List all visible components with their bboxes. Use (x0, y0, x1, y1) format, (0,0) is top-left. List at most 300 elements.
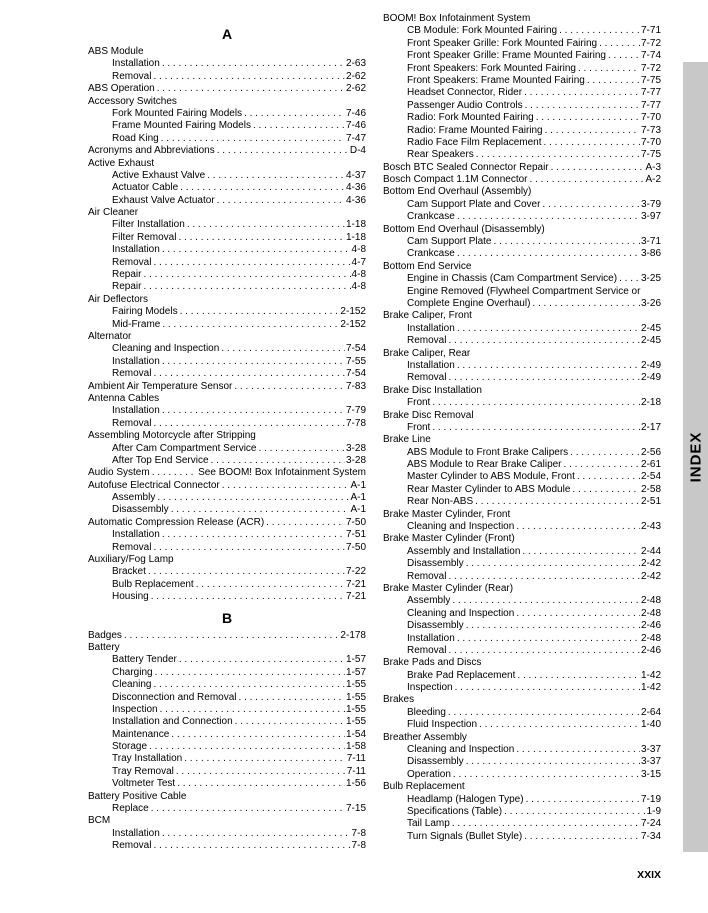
entry-page: 1-42 (640, 682, 661, 694)
index-entry (88, 257, 366, 269)
index-entry (383, 434, 661, 446)
entry-page: 2-44 (640, 545, 661, 557)
dot-leader (599, 38, 640, 50)
entry-page: A-1 (350, 479, 366, 491)
entry-page: 4-36 (345, 182, 366, 194)
entry-label: Radio Face Film Replacement (407, 136, 542, 148)
dot-leader (124, 630, 340, 642)
entry-page: 3-71 (640, 236, 661, 248)
dot-leader (525, 100, 640, 112)
index-entry (88, 716, 366, 728)
entry-page: 2-51 (640, 496, 661, 508)
dot-leader (160, 704, 345, 716)
dot-leader (162, 58, 345, 70)
dot-leader (217, 145, 349, 157)
entry-label: Bleeding (407, 706, 446, 718)
entry-page: 2-45 (640, 335, 661, 347)
index-entry (383, 385, 661, 397)
entry-page: 1-18 (345, 219, 366, 231)
index-entry (383, 533, 661, 545)
entry-label: Fluid Inspection (407, 719, 478, 731)
index-entry (383, 360, 661, 372)
index-tab-label: INDEX (687, 431, 704, 483)
entry-label: Removal (112, 256, 152, 268)
dot-leader (517, 670, 640, 682)
entry-label: Antenna Cables (88, 392, 160, 404)
entry-label: Disassembly (407, 756, 464, 768)
dot-leader (526, 794, 640, 806)
entry-page: 4-37 (345, 169, 366, 181)
dot-leader (536, 112, 640, 124)
dot-leader (234, 381, 345, 393)
index-entry (88, 667, 366, 679)
dot-leader (559, 25, 640, 37)
entry-page: 1-55 (345, 716, 366, 728)
entry-page: 7-78 (345, 417, 366, 429)
index-entry (383, 410, 661, 422)
dot-leader (457, 248, 640, 260)
index-entry (383, 174, 661, 186)
dot-leader (153, 542, 345, 554)
dot-leader (577, 471, 640, 483)
index-entry (383, 63, 661, 75)
entry-label: Installation (112, 827, 160, 839)
dot-leader (475, 496, 640, 508)
index-entry (383, 509, 661, 521)
entry-label: Brakes (383, 694, 415, 706)
entry-label: Accessory Switches (88, 95, 177, 107)
dot-leader (184, 753, 346, 765)
index-entry (383, 323, 661, 335)
entry-label: Brake Master Cylinder (Rear) (383, 582, 514, 594)
entry-label: Breather Assembly (383, 731, 467, 743)
entry-label: Brake Caliper, Front (383, 310, 472, 322)
entry-label: Complete Engine Overhaul) (407, 297, 531, 309)
index-column-left (88, 26, 366, 853)
index-entry (383, 794, 661, 806)
dot-leader (448, 571, 640, 583)
entry-page: 7-34 (640, 830, 661, 842)
index-entry (88, 504, 366, 516)
index-entry (88, 455, 366, 467)
entry-label: Battery Tender (112, 654, 177, 666)
page-number: XXIX (637, 869, 661, 881)
index-entry (383, 100, 661, 112)
entry-page: 7-75 (640, 149, 661, 161)
entry-label: Air Cleaner (88, 207, 139, 219)
index-entry (383, 87, 661, 99)
entry-label: Cam Support Plate (407, 236, 492, 248)
entry-label: Badges (88, 629, 122, 641)
entry-label: Tray Installation (112, 753, 183, 765)
entry-label: Mid-Frame (112, 318, 161, 330)
entry-label: Bosch BTC Sealed Connector Repair (383, 161, 549, 173)
dot-leader (153, 840, 350, 852)
entry-page: 4-8 (351, 269, 366, 281)
index-entry (383, 521, 661, 533)
entry-label: Engine in Chassis (Cam Compartment Service) (407, 273, 618, 285)
index-entry (88, 828, 366, 840)
entry-label: ABS Module to Rear Brake Caliper (407, 459, 562, 471)
entry-label: Autofuse Electrical Connector (88, 479, 220, 491)
entry-label: Filter Removal (112, 231, 177, 243)
dot-leader (217, 195, 345, 207)
dot-leader (148, 566, 345, 578)
entry-label: Brake Pad Replacement (407, 669, 516, 681)
index-entry (383, 558, 661, 570)
entry-page: 1-56 (345, 778, 366, 790)
entry-page: 2-58 (640, 483, 661, 495)
index-entry (383, 348, 661, 360)
entry-label: Alternator (88, 330, 132, 342)
entry-page: 7-19 (640, 793, 661, 805)
dot-leader (180, 182, 345, 194)
entry-page: 7-55 (345, 355, 366, 367)
entry-label: Removal (407, 335, 447, 347)
dot-leader (161, 133, 345, 145)
entry-label: Disconnection and Removal (112, 691, 237, 703)
entry-label: Air Deflectors (88, 293, 149, 305)
dot-leader (448, 372, 640, 384)
entry-page: 1-55 (345, 679, 366, 691)
entry-label: Radio: Fork Mounted Fairing (407, 112, 534, 124)
dot-leader (476, 149, 640, 161)
entry-label: Exhaust Valve Actuator (112, 194, 215, 206)
dot-leader (239, 692, 345, 704)
index-entry (88, 281, 366, 293)
index-entry (383, 50, 661, 62)
index-entry (383, 372, 661, 384)
index-entry (383, 25, 661, 37)
entry-label: Specifications (Table) (407, 806, 503, 817)
dot-leader (532, 298, 640, 310)
entry-page: 7-11 (346, 753, 366, 765)
entry-page: 3-28 (345, 454, 366, 466)
entry-label: Front Speakers: Fork Mounted Fairing (407, 62, 576, 74)
dot-leader (452, 818, 640, 830)
entry-page: 2-18 (640, 397, 661, 409)
index-entry (88, 219, 366, 231)
entry-label: Actuator Cable (112, 182, 179, 194)
section-letter: B (221, 609, 233, 626)
entry-label: BOOM! Box Infotainment System (383, 13, 531, 24)
index-entry (383, 248, 661, 260)
dot-leader (207, 170, 345, 182)
entry-page: 2-152 (340, 318, 366, 330)
dot-leader (516, 521, 640, 533)
entry-label: Assembly (407, 595, 451, 607)
index-entry (88, 244, 366, 256)
entry-label: Removal (407, 372, 447, 384)
entry-label: Removal (407, 644, 447, 656)
entry-page: 7-24 (640, 818, 661, 830)
index-entry (383, 75, 661, 87)
entry-page: 1-55 (345, 703, 366, 715)
entry-label: Fork Mounted Fairing Models (112, 107, 243, 119)
entry-label: ABS Operation (88, 83, 155, 95)
index-entry (88, 803, 366, 815)
entry-label: Installation and Connection (112, 716, 233, 728)
index-entry (88, 591, 366, 603)
dot-leader (155, 667, 345, 679)
entry-page: 3-86 (640, 248, 661, 260)
entry-label: Storage (112, 741, 148, 753)
dot-leader (432, 397, 640, 409)
index-entry (88, 306, 366, 318)
index-entry (88, 133, 366, 145)
index-entry (88, 83, 366, 95)
dot-leader (178, 232, 345, 244)
index-entry (383, 224, 661, 236)
index-entry (88, 294, 366, 306)
entry-label: Inspection (407, 682, 453, 694)
index-entry (383, 719, 661, 731)
index-entry (383, 273, 661, 285)
entry-label: Bracket (112, 566, 146, 578)
dot-leader (448, 707, 640, 719)
entry-page: 2-63 (345, 58, 366, 70)
entry-label: Bottom End Service (383, 260, 472, 272)
index-entry (88, 207, 366, 219)
entry-page: 7-8 (351, 827, 366, 839)
entry-label: Bulb Replacement (383, 781, 465, 793)
entry-label: Charging (112, 666, 153, 678)
entry-label: Tail Lamp (407, 818, 450, 830)
index-entry (383, 732, 661, 744)
entry-page: 2-54 (640, 471, 661, 483)
index-entry (88, 579, 366, 591)
entry-label: Bosch Compact 1.1M Connector (383, 174, 528, 186)
index-entry (383, 484, 661, 496)
entry-label: Operation (407, 768, 451, 780)
dot-leader (162, 244, 351, 256)
index-entry (88, 343, 366, 355)
index-entry (383, 397, 661, 409)
entry-page: A-1 (350, 492, 366, 504)
dot-leader (211, 455, 345, 467)
entry-label: Bottom End Overhaul (Disassembly) (383, 223, 545, 235)
entry-page: 7-72 (640, 37, 661, 49)
entry-page: 7-22 (345, 566, 366, 578)
entry-label: Brake Caliper, Rear (383, 347, 471, 359)
dot-leader (153, 418, 345, 430)
index-entry (383, 38, 661, 50)
index-entry (383, 571, 661, 583)
entry-page: 1-54 (345, 728, 366, 740)
dot-leader (180, 306, 340, 318)
entry-page: 1-58 (345, 741, 366, 753)
index-entry (383, 769, 661, 781)
dot-leader (151, 803, 345, 815)
entry-page: 2-62 (345, 83, 366, 95)
dot-leader (153, 257, 350, 269)
entry-page: 2-42 (640, 570, 661, 582)
index-entry (383, 286, 661, 298)
entry-label: Rear Non-ABS (407, 496, 474, 508)
entry-label: Voltmeter Test (112, 778, 176, 790)
entry-page: 2-62 (345, 70, 366, 82)
index-entry (383, 13, 661, 25)
dot-leader (494, 236, 640, 248)
entry-label: Rear Speakers (407, 149, 474, 161)
index-entry (383, 756, 661, 768)
dot-leader (187, 219, 345, 231)
entry-page: 7-75 (640, 74, 661, 86)
index-entry (383, 112, 661, 124)
entry-page: 7-54 (345, 368, 366, 380)
entry-page: 1-40 (640, 719, 661, 731)
entry-page: 7-72 (640, 62, 661, 74)
entry-page: 7-70 (640, 136, 661, 148)
entry-label: Acronyms and Abbreviations (88, 145, 215, 157)
index-entry (88, 331, 366, 343)
index-entry (383, 310, 661, 322)
index-entry (383, 236, 661, 248)
index-entry (383, 125, 661, 137)
entry-label: Installation (112, 244, 160, 256)
entry-label: Automatic Compression Release (ACR) (88, 516, 265, 528)
dot-leader (504, 806, 646, 818)
dot-leader (457, 323, 640, 335)
entry-page: 7-8 (351, 840, 366, 852)
entry-page: 7-83 (345, 380, 366, 392)
entry-label: Assembling Motorcycle after Stripping (88, 430, 256, 442)
index-entry (88, 158, 366, 170)
entry-page: 3-15 (640, 768, 661, 780)
dot-leader (432, 422, 640, 434)
dot-leader (162, 828, 351, 840)
entry-label: Removal (407, 570, 447, 582)
index-entry (383, 261, 661, 273)
dot-leader (544, 137, 640, 149)
entry-label: Headset Connector, Rider (407, 87, 523, 99)
index-entry (383, 657, 661, 669)
entry-label: Replace (112, 803, 149, 815)
entry-page: 2-46 (640, 620, 661, 632)
entry-page: 7-50 (345, 541, 366, 553)
entry-page: 3-79 (640, 198, 661, 210)
index-entry (88, 692, 366, 704)
entry-page: 3-97 (640, 211, 661, 223)
index-entry (383, 620, 661, 632)
dot-leader (545, 125, 640, 137)
entry-label: Rear Master Cylinder to ABS Module (407, 483, 571, 495)
dot-leader (457, 633, 640, 645)
index-entry (383, 459, 661, 471)
index-entry (88, 182, 366, 194)
entry-label: Cleaning (112, 679, 152, 691)
entry-page: 3-26 (640, 297, 661, 309)
entry-label: Auxiliary/Fog Lamp (88, 554, 174, 566)
entry-page: 4-8 (351, 244, 366, 256)
dot-leader (448, 335, 640, 347)
entry-page: 3-25 (640, 273, 661, 285)
entry-page: A-3 (645, 161, 661, 173)
index-entry (88, 356, 366, 368)
entry-page: 7-21 (345, 578, 366, 590)
entry-label: Bottom End Overhaul (Assembly) (383, 186, 532, 198)
entry-page: 2-49 (640, 372, 661, 384)
index-entry (383, 670, 661, 682)
entry-label: Front Speakers: Frame Mounted Fairing (407, 74, 585, 86)
entry-page: 7-51 (345, 529, 366, 541)
index-entry (383, 707, 661, 719)
section-letter: A (221, 26, 233, 42)
dot-leader (479, 719, 640, 731)
dot-leader (179, 654, 345, 666)
entry-page: A-1 (350, 504, 366, 516)
index-entry (88, 815, 366, 827)
dot-leader (162, 529, 345, 541)
dot-leader (524, 87, 640, 99)
dot-leader (143, 281, 350, 293)
entry-page: 4-8 (351, 281, 366, 293)
index-entry (88, 542, 366, 554)
index-entry (383, 496, 661, 508)
index-entry (88, 654, 366, 666)
index-entry (88, 145, 366, 157)
entry-page: 7-11 (346, 765, 366, 777)
entry-label: Disassembly (407, 558, 464, 570)
entry-page: D-4 (349, 145, 366, 157)
dot-leader (466, 756, 640, 768)
index-entry (88, 232, 366, 244)
entry-page: 2-48 (640, 595, 661, 607)
dot-leader (151, 591, 345, 603)
dot-leader (152, 467, 197, 479)
entry-label: Front Speaker Grille: Frame Mounted Fairing (407, 50, 606, 62)
entry-label: Removal (112, 70, 152, 82)
entry-label: Installation (407, 322, 455, 334)
entry-label: Disassembly (407, 620, 464, 632)
dot-leader (222, 480, 350, 492)
index-entry (88, 120, 366, 132)
index-entry (88, 753, 366, 765)
entry-label: Inspection (112, 703, 158, 715)
dot-leader (578, 63, 640, 75)
entry-label: Turn Signals (Bullet Style) (407, 830, 523, 842)
entry-page: 1-57 (345, 654, 366, 666)
index-entry (88, 492, 366, 504)
entry-label: Cam Support Plate and Cover (407, 198, 541, 210)
entry-page: 2-46 (640, 644, 661, 656)
entry-page: 7-15 (345, 803, 366, 815)
entry-label: Active Exhaust Valve (112, 169, 206, 181)
entry-page: 2-48 (640, 632, 661, 644)
index-entry (88, 642, 366, 654)
index-entry (383, 595, 661, 607)
index-entry (88, 529, 366, 541)
entry-label: Installation (112, 529, 160, 541)
index-entry (88, 766, 366, 778)
dot-leader (619, 273, 640, 285)
entry-label: Filter Installation (112, 219, 185, 231)
index-entry (383, 211, 661, 223)
index-entry (383, 744, 661, 756)
entry-label: Cleaning and Inspection (407, 744, 515, 756)
entry-label: Installation (407, 632, 455, 644)
dot-leader (522, 546, 640, 558)
entry-label: Removal (112, 840, 152, 852)
entry-page: See BOOM! Box Infotainment System (198, 467, 366, 479)
index-entry (383, 694, 661, 706)
index-entry (383, 831, 661, 843)
index-entry (383, 583, 661, 595)
entry-page: 2-61 (640, 459, 661, 471)
dot-leader (157, 83, 345, 95)
entry-label: Bulb Replacement (112, 578, 194, 590)
entry-label: ABS Module (88, 46, 144, 57)
